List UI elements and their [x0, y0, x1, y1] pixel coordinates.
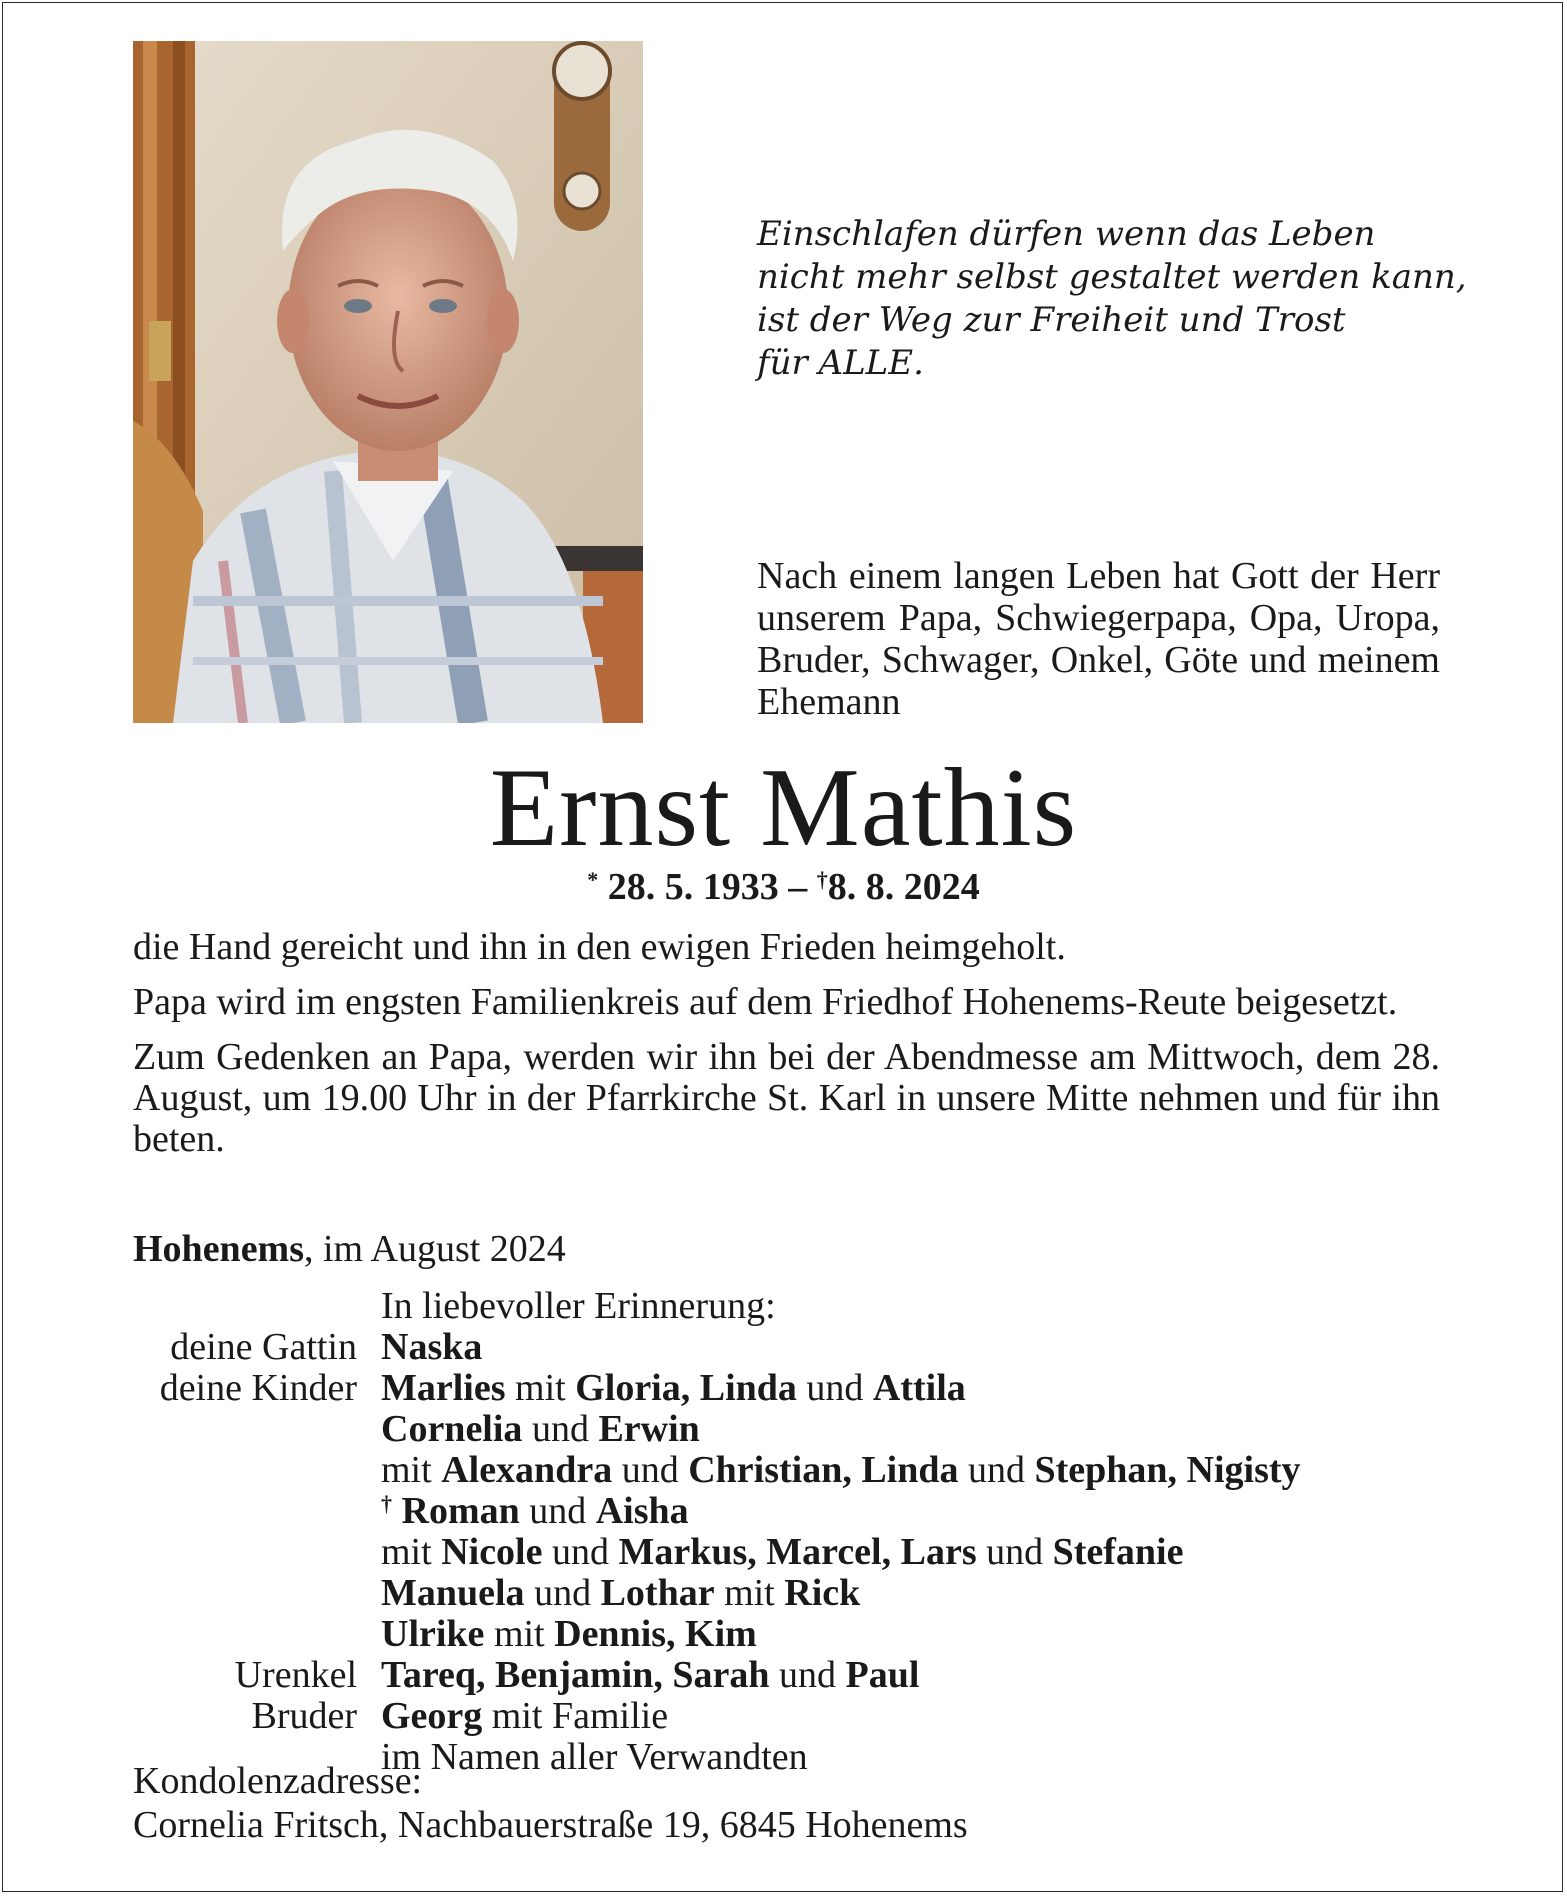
connector-text: mit	[714, 1572, 785, 1614]
relative-names	[381, 1532, 1453, 1573]
birth-symbol: *	[587, 867, 599, 892]
relative-row	[133, 1573, 1453, 1614]
connector-text: mit	[505, 1367, 576, 1409]
relation-label	[133, 1409, 381, 1450]
condolence-address	[133, 1759, 968, 1847]
relative-names	[381, 1655, 1453, 1696]
connector-text: und	[976, 1531, 1053, 1573]
relative-name: Georg	[381, 1695, 483, 1737]
relative-row	[133, 1614, 1453, 1655]
relation-label: Urenkel	[234, 1654, 357, 1696]
relation-label	[133, 1614, 381, 1655]
relative-name: Dennis, Kim	[554, 1613, 757, 1655]
life-dates	[3, 863, 1564, 911]
relative-row	[133, 1696, 1453, 1737]
relative-name: Aisha	[595, 1490, 689, 1532]
relative-name: Manuela	[381, 1572, 525, 1614]
motto-line: ist der Weg zur Freiheit und Trost	[757, 300, 1346, 340]
connector-text: und	[796, 1367, 873, 1409]
relative-row	[133, 1491, 1453, 1532]
relation-label: deine Kinder	[159, 1367, 357, 1409]
relative-name: Markus, Marcel, Lars	[618, 1531, 977, 1573]
relative-name: Attila	[872, 1367, 966, 1409]
connector-text	[392, 1490, 402, 1532]
relative-names	[381, 1327, 1453, 1368]
relation-label: Bruder	[251, 1695, 357, 1737]
relative-row	[133, 1409, 1453, 1450]
relative-name: Roman	[401, 1490, 520, 1532]
relative-name: Stefanie	[1052, 1531, 1184, 1573]
relative-names	[381, 1491, 1453, 1532]
relation-label	[133, 1573, 381, 1614]
relative-name: Rick	[784, 1572, 861, 1614]
paragraph: Zum Gedenken an Papa, werden wir ihn bei der Abendmesse am Mittwoch, dem 28. August, um 19.00 Uhr in der Pfarrkirche St. Karl in unsere Mitte nehmen und für ihn beten.	[133, 1036, 1440, 1160]
connector-text: und	[519, 1490, 596, 1532]
condolence-heading: Kondolenzadresse:	[133, 1760, 423, 1802]
death-symbol: †	[816, 867, 828, 892]
connector-text: mit	[381, 1449, 442, 1491]
place-town: Hohenems	[133, 1228, 304, 1270]
connector-text: und	[522, 1408, 599, 1450]
motto-line: nicht mehr selbst gestaltet werden kann,	[757, 257, 1467, 297]
relation-label	[133, 1450, 381, 1491]
intro-text: Nach einem langen Leben hat Gott der Herr unserem Papa, Schwiegerpapa, Opa, Uropa, Bruder, Schwager, Onkel, Göte und meinem Ehemann	[757, 555, 1440, 723]
motto-line: Einschlafen dürfen wenn das Leben	[757, 214, 1376, 254]
paragraph: Papa wird im engsten Familienkreis auf dem Friedhof Hohenems-Reute beigesetzt.	[133, 981, 1398, 1023]
relative-name: Christian, Linda	[688, 1449, 959, 1491]
relative-name: Nicole	[441, 1531, 543, 1573]
relative-name: Gloria, Linda	[575, 1367, 797, 1409]
deceased-mark: †	[381, 1491, 392, 1516]
connector-text: und	[769, 1654, 846, 1696]
birth-date: 28. 5. 1933	[607, 866, 779, 908]
place-and-date	[133, 1227, 566, 1271]
relative-name: Tareq, Benjamin, Sarah	[381, 1654, 770, 1696]
place-date: , im August 2024	[304, 1228, 566, 1270]
connector-text: und	[612, 1449, 689, 1491]
motto-verse	[757, 213, 1467, 385]
relative-name: Ulrike	[381, 1613, 485, 1655]
portrait-illustration	[133, 41, 643, 723]
obituary-page	[2, 2, 1563, 1892]
condolence-street: Cornelia Fritsch, Nachbauerstraße 19, 6845 Hohenems	[133, 1804, 968, 1846]
death-date: 8. 8. 2024	[827, 866, 980, 908]
relative-names	[381, 1573, 1453, 1614]
relative-row	[133, 1655, 1453, 1696]
connector-text: mit Familie	[482, 1695, 669, 1737]
relative-names	[381, 1409, 1453, 1450]
relative-name: Naska	[381, 1326, 483, 1368]
paragraph: die Hand gereicht und ihn in den ewigen Frieden heimgeholt.	[133, 926, 1066, 968]
deceased-name: Ernst Mathis	[489, 746, 1078, 870]
connector-text: und	[958, 1449, 1035, 1491]
relative-name: Alexandra	[441, 1449, 613, 1491]
relative-name: Lothar	[600, 1572, 715, 1614]
motto-line: für ALLE.	[757, 343, 924, 383]
relative-name: Erwin	[598, 1408, 700, 1450]
relative-name: Marlies	[381, 1367, 506, 1409]
connector-text: mit	[484, 1613, 555, 1655]
portrait-photo	[133, 41, 643, 723]
relatives-list	[133, 1327, 1453, 1778]
relative-names	[381, 1368, 1453, 1409]
memory-line: In liebevoller Erinnerung:	[381, 1285, 776, 1327]
relative-name: Stephan, Nigisty	[1034, 1449, 1301, 1491]
connector-text: und	[542, 1531, 619, 1573]
relative-row	[133, 1368, 1453, 1409]
date-separator: –	[788, 866, 808, 908]
relation-label	[133, 1532, 381, 1573]
connector-text: und	[524, 1572, 601, 1614]
relative-name: Cornelia	[381, 1408, 523, 1450]
announcement-body	[133, 927, 1440, 1174]
relative-names	[381, 1614, 1453, 1655]
connector-text: im Namen aller Verwandten	[381, 1736, 808, 1778]
relation-label: deine Gattin	[170, 1326, 357, 1368]
relative-names	[381, 1696, 1453, 1737]
connector-text: mit	[381, 1531, 442, 1573]
relative-row	[133, 1532, 1453, 1573]
relative-names	[381, 1450, 1453, 1491]
relation-label	[133, 1491, 381, 1532]
relative-row	[133, 1327, 1453, 1368]
relative-row	[133, 1450, 1453, 1491]
relative-name: Paul	[845, 1654, 920, 1696]
